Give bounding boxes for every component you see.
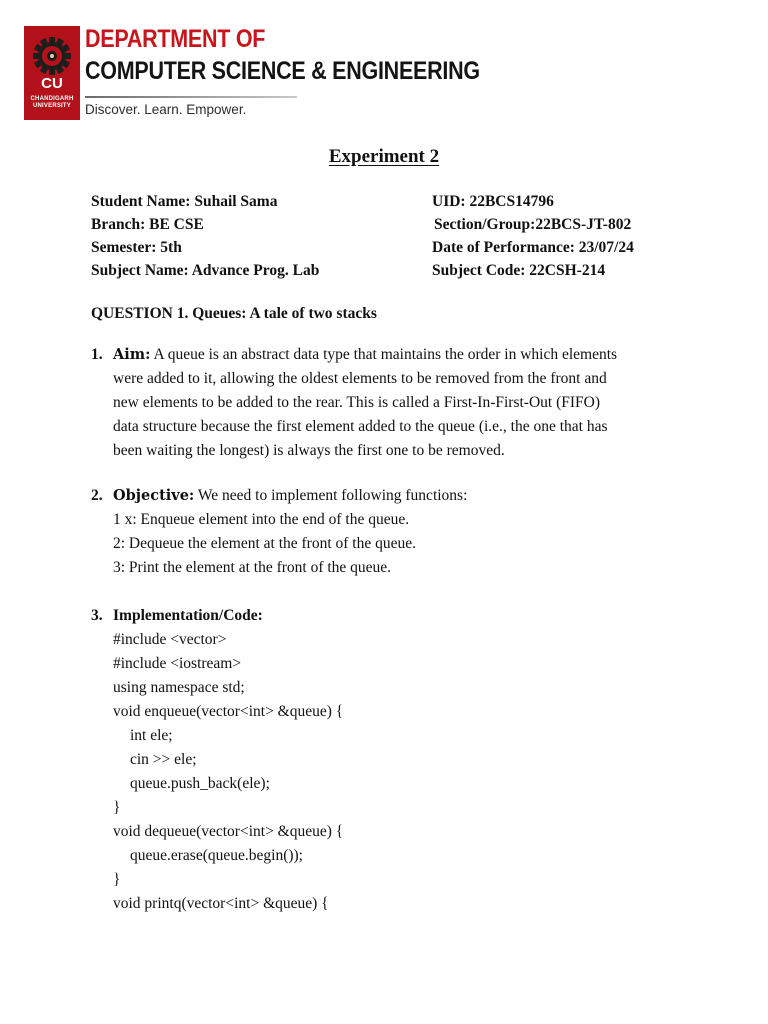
aim-heading: Aim: — [113, 346, 151, 363]
implementation-section — [91, 604, 691, 916]
section-number: 1. — [91, 346, 103, 363]
section-group: Section/Group:22BCS-JT-802 — [434, 216, 632, 233]
objective-heading: Objective: — [113, 487, 195, 504]
experiment-title: Experiment 2 — [328, 146, 440, 167]
student-name: Student Name: Suhail Sama — [91, 193, 278, 210]
code-line: queue.push_back(ele); — [130, 775, 270, 792]
section-number: 2. — [91, 487, 103, 504]
university-logo — [24, 26, 80, 120]
logo-mark: CU — [41, 75, 63, 92]
header-divider — [85, 96, 297, 98]
question-heading: QUESTION 1. Queues: A tale of two stacks — [91, 305, 377, 322]
branch: Branch: BE CSE — [91, 216, 204, 233]
code-line: } — [113, 799, 121, 816]
objective-item: 1 x: Enqueue element into the end of the queue. — [113, 511, 410, 528]
department-header — [24, 24, 484, 124]
code-line: #include <iostream> — [113, 655, 242, 672]
date-of-performance: Date of Performance: 23/07/24 — [432, 239, 634, 256]
code-line: cin >> ele; — [130, 751, 197, 768]
objective-item: 2: Dequeue the element at the front of the queue. — [113, 535, 416, 552]
code-line: void printq(vector<int> &queue) { — [113, 895, 329, 912]
code-line: using namespace std; — [113, 679, 245, 696]
objective-section — [91, 484, 691, 580]
code-line: void dequeue(vector<int> &queue) { — [113, 823, 344, 840]
code-line: } — [113, 871, 121, 888]
university-tagline: Discover. Learn. Empower. — [85, 102, 247, 117]
code-line: #include <vector> — [113, 631, 227, 648]
student-info-left — [91, 190, 319, 282]
uid: UID: 22BCS14796 — [432, 193, 554, 210]
section-number: 3. — [91, 607, 103, 624]
subject-name: Subject Name: Advance Prog. Lab — [91, 262, 320, 279]
objective-intro: We need to implement following functions: — [194, 487, 468, 504]
department-title-line2: COMPUTER SCIENCE & ENGINEERING — [85, 57, 480, 85]
aim-section — [91, 343, 691, 463]
subject-code: Subject Code: 22CSH-214 — [432, 262, 606, 279]
implementation-heading: Implementation/Code: — [113, 607, 263, 624]
code-block — [113, 604, 691, 916]
student-info-right — [432, 190, 634, 282]
objective-item: 3: Print the element at the front of the queue. — [113, 559, 392, 576]
aim-text-line: been waiting the longest) is always the first one to be removed. — [113, 442, 505, 459]
department-title-line1: DEPARTMENT OF — [85, 25, 266, 53]
aim-text-line: A queue is an abstract data type that maintains the order in which elements — [150, 346, 618, 363]
aim-text-line: data structure because the first element added to the queue (i.e., the one that has — [113, 418, 608, 435]
code-line: queue.erase(queue.begin()); — [130, 847, 303, 864]
logo-caption: CHANDIGARH UNIVERSITY — [30, 96, 74, 109]
aim-text-line: were added to it, allowing the oldest elements to be removed from the front and — [113, 370, 607, 387]
semester: Semester: 5th — [91, 239, 182, 256]
code-line: int ele; — [130, 727, 173, 744]
code-line: void enqueue(vector<int> &queue) { — [113, 703, 344, 720]
aim-text-line: new elements to be added to the rear. This is called a First-In-First-Out (FIFO) — [113, 394, 600, 411]
